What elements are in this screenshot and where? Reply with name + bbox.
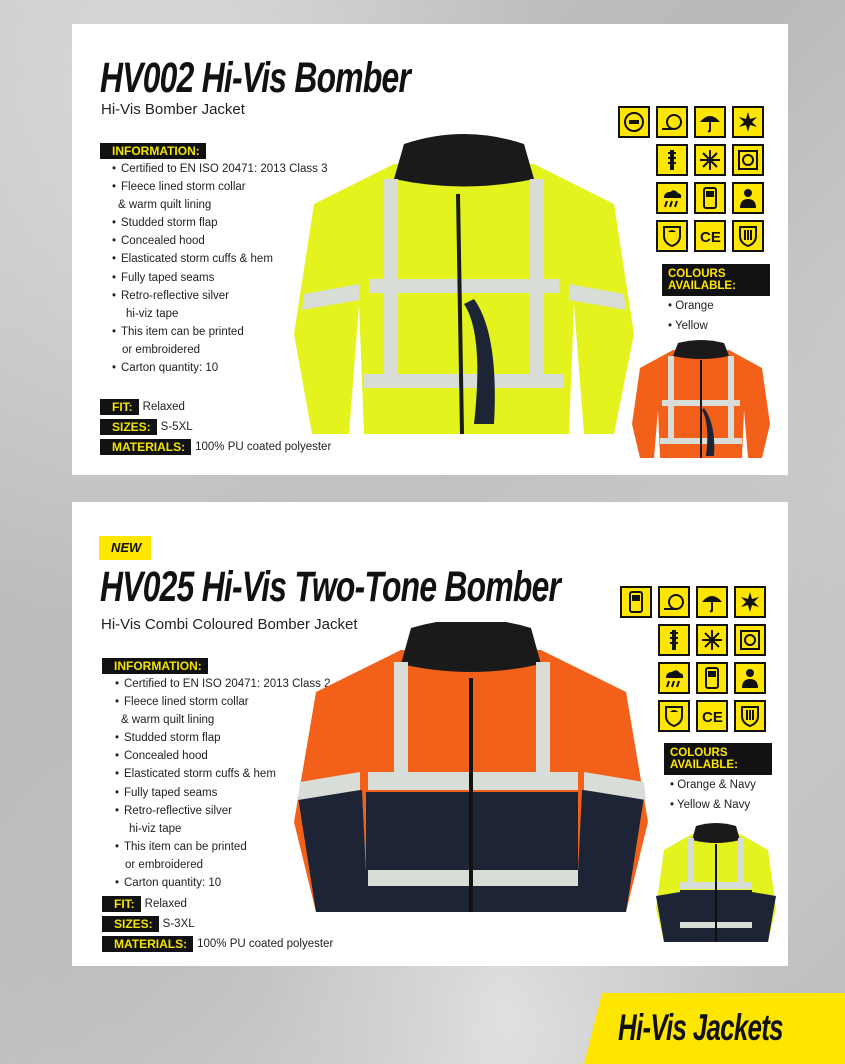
product-card-hv025 bbox=[72, 502, 788, 966]
sizes-row bbox=[100, 419, 193, 435]
list-item: or embroidered bbox=[125, 858, 203, 871]
list-item: • Fleece lined storm collar bbox=[112, 181, 246, 194]
list-item: hi-viz tape bbox=[129, 822, 182, 835]
svg-text:CE: CE bbox=[702, 709, 723, 726]
en-standard-icon bbox=[734, 700, 766, 732]
colour-option: • Yellow & Navy bbox=[670, 799, 751, 811]
fit-row bbox=[100, 399, 185, 415]
list-item: • Certified to EN ISO 20471: 2013 Class 2 bbox=[115, 678, 331, 690]
list-item: or embroidered bbox=[122, 343, 200, 356]
new-badge: NEW bbox=[99, 536, 151, 560]
colours-list bbox=[668, 296, 714, 336]
studs-icon bbox=[732, 144, 764, 176]
sizes-label: SIZES: bbox=[102, 916, 159, 932]
product-subtitle: Hi-Vis Bomber Jacket bbox=[101, 101, 245, 118]
phone-pocket-icon bbox=[620, 586, 652, 618]
product-title: HV025 Hi-Vis Two-Tone Bomber bbox=[100, 563, 561, 611]
product-title: HV002 Hi-Vis Bomber bbox=[100, 54, 411, 102]
materials-label: MATERIALS: bbox=[102, 936, 193, 952]
zip-icon bbox=[656, 144, 688, 176]
list-item: • Concealed hood bbox=[112, 235, 205, 248]
section-title: Hi-Vis Jackets bbox=[618, 1007, 783, 1048]
sizes-value: S-5XL bbox=[160, 421, 193, 433]
colour-option: • Orange & Navy bbox=[670, 779, 756, 791]
umbrella-icon bbox=[694, 106, 726, 138]
colour-option: • Yellow bbox=[668, 320, 708, 332]
reflective-tape-icon bbox=[658, 586, 690, 618]
list-item: • Elasticated storm cuffs & hem bbox=[115, 768, 276, 781]
list-item: • Fully taped seams bbox=[112, 271, 215, 284]
list-item: • Studded storm flap bbox=[115, 732, 221, 745]
list-item: • Fleece lined storm collar bbox=[115, 696, 249, 709]
list-item: & warm quilt lining bbox=[121, 714, 215, 727]
product-card-hv002 bbox=[72, 24, 788, 475]
zip-icon bbox=[658, 624, 690, 656]
colours-available-label: COLOURS AVAILABLE: bbox=[662, 264, 770, 296]
orange-bomber-jacket-image bbox=[628, 340, 774, 462]
rain-shield-icon bbox=[658, 700, 690, 732]
colours-list bbox=[670, 775, 756, 815]
list-item: • Elasticated storm cuffs & hem bbox=[112, 253, 273, 266]
yellow-navy-bomber-jacket-image bbox=[652, 822, 780, 946]
colours-available-label: COLOURS AVAILABLE: bbox=[664, 743, 772, 775]
ce-mark-icon bbox=[696, 700, 728, 732]
umbrella-icon bbox=[696, 586, 728, 618]
fit-value: Relaxed bbox=[142, 401, 185, 413]
materials-label: MATERIALS: bbox=[100, 439, 191, 455]
snowflake-icon bbox=[696, 624, 728, 656]
fit-row bbox=[102, 896, 187, 912]
fit-label: FIT: bbox=[100, 399, 139, 415]
svg-text:CE: CE bbox=[700, 229, 721, 246]
hi-vis-logo-icon bbox=[618, 106, 650, 138]
sizes-row bbox=[102, 916, 195, 932]
studs-icon bbox=[734, 624, 766, 656]
en-standard-icon bbox=[732, 220, 764, 252]
materials-value: 100% PU coated polyester bbox=[195, 441, 332, 453]
list-item: • Concealed hood bbox=[115, 750, 208, 763]
phone-pocket-icon bbox=[694, 182, 726, 214]
list-item: • Carton quantity: 10 bbox=[112, 362, 219, 375]
materials-value: 100% PU coated polyester bbox=[197, 938, 334, 950]
splash-icon bbox=[732, 106, 764, 138]
materials-row bbox=[100, 439, 331, 455]
list-item: • This item can be printed bbox=[115, 840, 247, 853]
fit-label: FIT: bbox=[102, 896, 141, 912]
sizes-label: SIZES: bbox=[100, 419, 157, 435]
information-label: INFORMATION: bbox=[100, 143, 206, 159]
weather-icon bbox=[656, 182, 688, 214]
ce-mark-icon bbox=[694, 220, 726, 252]
information-label: INFORMATION: bbox=[102, 658, 208, 674]
splash-icon bbox=[734, 586, 766, 618]
list-item: • Certified to EN ISO 20471: 2013 Class 3 bbox=[112, 163, 328, 175]
list-item: • Studded storm flap bbox=[112, 217, 218, 230]
snowflake-icon bbox=[694, 144, 726, 176]
materials-row bbox=[102, 936, 333, 952]
list-item: • Fully taped seams bbox=[115, 786, 218, 799]
reflective-tape-icon bbox=[656, 106, 688, 138]
weather-icon bbox=[658, 662, 690, 694]
fit-value: Relaxed bbox=[144, 898, 187, 910]
orange-navy-bomber-jacket-image bbox=[286, 622, 656, 922]
list-item: • Retro-reflective silver bbox=[115, 804, 232, 817]
sizes-value: S-3XL bbox=[162, 918, 195, 930]
list-item: • Retro-reflective silver bbox=[112, 289, 229, 302]
rain-shield-icon bbox=[656, 220, 688, 252]
list-item: hi-viz tape bbox=[126, 307, 179, 320]
worker-icon bbox=[734, 662, 766, 694]
list-item: • This item can be printed bbox=[112, 325, 244, 338]
phone-pocket-icon bbox=[696, 662, 728, 694]
yellow-bomber-jacket-image bbox=[284, 134, 644, 434]
product-subtitle: Hi-Vis Combi Coloured Bomber Jacket bbox=[101, 616, 358, 633]
colour-option: • Orange bbox=[668, 300, 714, 312]
list-item: • Carton quantity: 10 bbox=[115, 877, 222, 890]
worker-icon bbox=[732, 182, 764, 214]
list-item: & warm quilt lining bbox=[118, 199, 212, 212]
